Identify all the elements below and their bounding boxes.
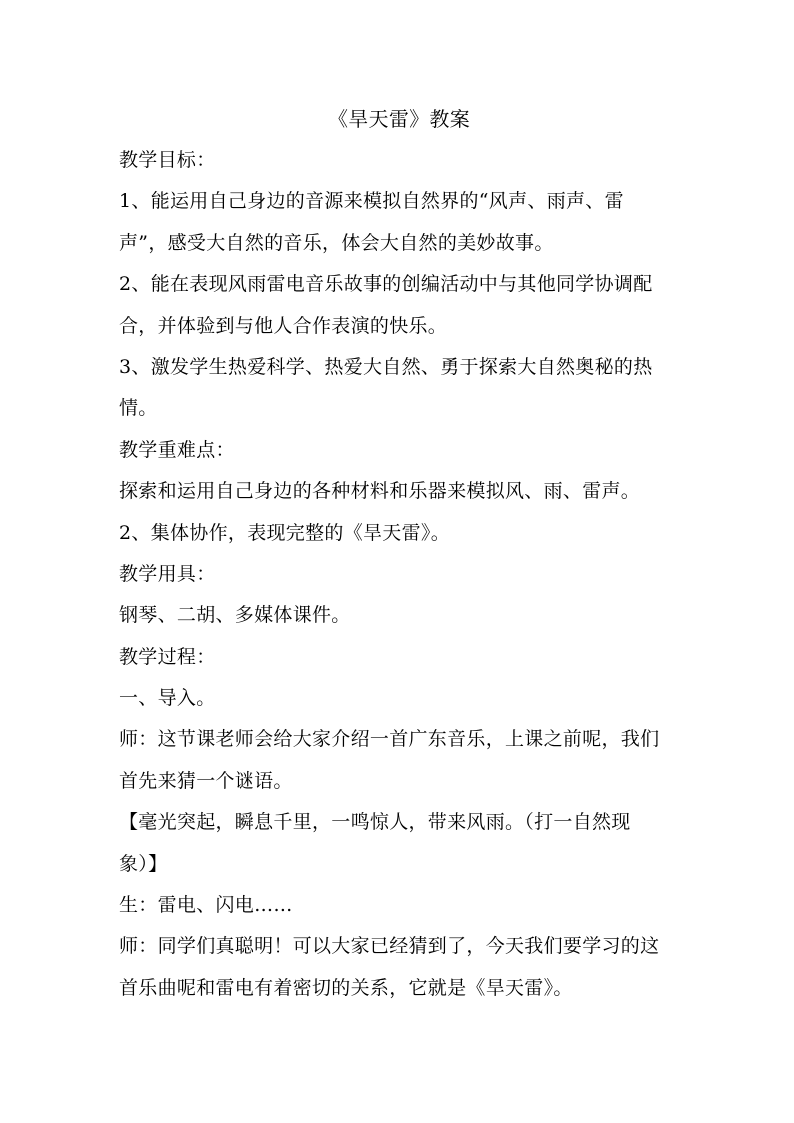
section-heading-key-points: 教学重难点： [119, 438, 235, 461]
student-line: 生：雷电、闪电…… [119, 894, 293, 917]
section-heading-objectives: 教学目标： [119, 149, 216, 171]
teacher-line-1: 师：这节课老师会给大家介绍一首广东音乐，上课之前呢，我们 [119, 728, 660, 751]
materials-list: 钢琴、二胡、多媒体课件。 [119, 604, 351, 627]
riddle-line-1: 【毫光突起，瞬息千里，一鸣惊人，带来风雨。（打一自然现 [119, 811, 631, 834]
teacher-line-2: 师：同学们真聪明！可以大家已经猜到了，今天我们要学习的这 [119, 935, 660, 958]
teacher-line-2-cont: 首乐曲呢和雷电有着密切的关系，它就是《旱天雷》。 [119, 976, 573, 999]
riddle-line-2: 象）】 [119, 852, 168, 875]
teacher-line-1-cont: 首先来猜一个谜语。 [119, 769, 293, 792]
objective-3-line-1: 3、激发学生热爱科学、热爱大自然、勇于探索大自然奥秘的热 [119, 355, 653, 378]
objective-3-line-2: 情。 [119, 397, 158, 420]
process-step-intro: 一、导入。 [119, 687, 216, 710]
objective-2-line-2: 合，并体验到与他人合作表演的快乐。 [119, 314, 448, 337]
key-point-2: 2、集体协作，表现完整的《旱天雷》。 [119, 521, 450, 544]
section-heading-process: 教学过程： [119, 645, 216, 668]
objective-1-line-1: 1、能运用自己身边的音源来模拟自然界的“风声、雨声、雷 [119, 190, 624, 213]
document-body [119, 98, 679, 1009]
objective-2-line-1: 2、能在表现风雨雷电音乐故事的创编活动中与其他同学协调配 [119, 273, 653, 296]
document-title: 《旱天雷》教案 [327, 107, 471, 131]
key-point-1: 探索和运用自己身边的各种材料和乐器来模拟风、雨、雷声。 [119, 480, 641, 503]
section-heading-materials: 教学用具： [119, 562, 216, 585]
objective-1-line-2: 声”，感受大自然的音乐，体会大自然的美妙故事。 [119, 231, 554, 254]
